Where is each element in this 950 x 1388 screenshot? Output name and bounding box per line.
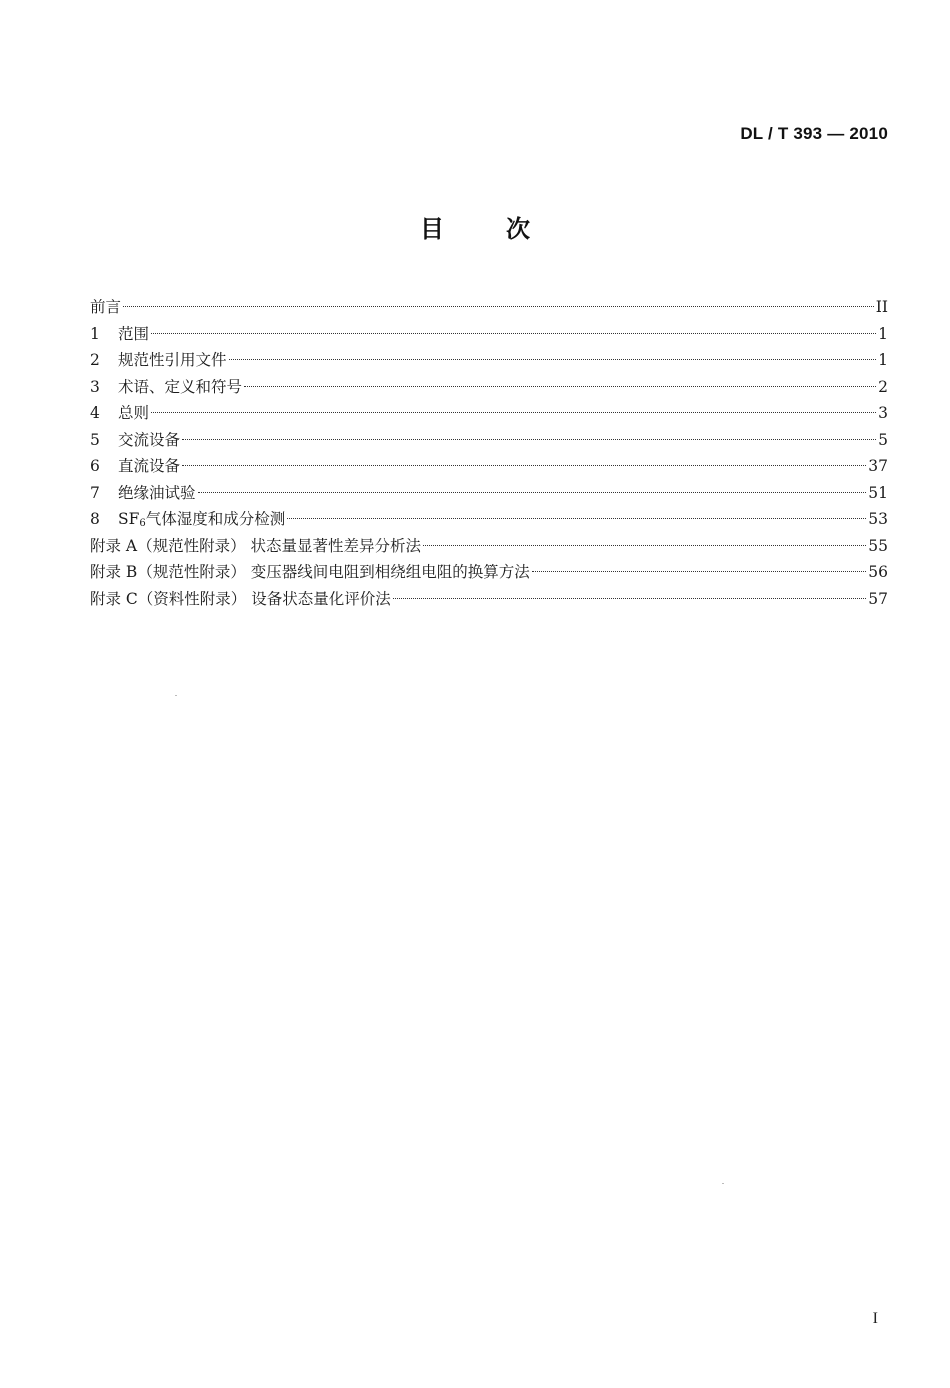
- toc-entry-appendix-a[interactable]: [90, 533, 888, 560]
- sf6-suffix: 气体湿度和成分检测: [145, 510, 286, 528]
- page-number: I: [872, 1310, 878, 1327]
- scan-speck: [722, 1183, 724, 1184]
- toc-entry-label: 前言: [90, 298, 122, 316]
- toc-entry-appendix-b[interactable]: [90, 559, 888, 586]
- toc-entry-label: 直流设备: [118, 457, 181, 475]
- toc-entry-label: [118, 506, 285, 533]
- toc-leader-dots: [229, 359, 877, 360]
- toc-entry-page: 55: [868, 536, 888, 555]
- toc-entry-number: 3: [90, 377, 100, 396]
- toc-leader-dots: [151, 412, 876, 413]
- toc-entry-number: 2: [90, 351, 100, 369]
- sf6-subscript: 6: [139, 518, 146, 529]
- toc-entry-number: 6: [90, 457, 100, 475]
- toc-entry-page: 1: [878, 324, 888, 343]
- toc-entry-foreword[interactable]: [90, 294, 888, 321]
- toc-entry-label: 总则: [118, 404, 150, 422]
- title-char-2: 次: [506, 215, 530, 243]
- toc-entry-6[interactable]: [90, 453, 888, 480]
- toc-entry-page: II: [875, 298, 888, 316]
- toc-entry-label: 附录 C（资料性附录） 设备状态量化评价法: [90, 589, 391, 608]
- sf6-prefix: SF: [118, 510, 140, 528]
- toc-entry-number: 4: [90, 404, 100, 422]
- toc-entry-1[interactable]: [90, 321, 888, 348]
- toc-entry-4[interactable]: [90, 400, 888, 427]
- toc-entry-label: 术语、定义和符号: [118, 377, 243, 396]
- scan-speck: [175, 695, 177, 696]
- toc-entry-3[interactable]: [90, 374, 888, 401]
- toc-entry-page: 5: [878, 430, 888, 449]
- toc-leader-dots: [198, 492, 867, 493]
- toc-entry-8[interactable]: [90, 506, 888, 533]
- toc-entry-page: 1: [878, 351, 888, 369]
- toc-entry-page: 3: [878, 404, 888, 422]
- table-of-contents: [90, 294, 888, 612]
- toc-leader-dots: [393, 598, 867, 599]
- toc-leader-dots: [423, 545, 866, 546]
- toc-entry-2[interactable]: [90, 347, 888, 374]
- toc-entry-page: 37: [868, 457, 888, 475]
- toc-entry-number: 1: [90, 324, 100, 343]
- toc-entry-label: 附录 B（规范性附录） 变压器线间电阻到相绕组电阻的换算方法: [90, 563, 530, 581]
- toc-entry-label: 范围: [118, 324, 150, 343]
- toc-entry-page: 53: [868, 510, 888, 528]
- toc-entry-number: 5: [90, 430, 100, 449]
- page-title: [0, 209, 950, 244]
- toc-leader-dots: [244, 386, 876, 387]
- toc-entry-number: 7: [90, 483, 100, 502]
- toc-entry-page: 2: [878, 377, 888, 396]
- toc-leader-dots: [123, 306, 874, 307]
- toc-entry-label: 规范性引用文件: [118, 351, 227, 369]
- toc-entry-7[interactable]: [90, 480, 888, 507]
- toc-entry-page: 51: [868, 483, 888, 502]
- toc-leader-dots: [287, 518, 866, 519]
- toc-entry-label: 绝缘油试验: [118, 483, 196, 502]
- toc-entry-page: 57: [868, 589, 888, 608]
- toc-entry-5[interactable]: [90, 427, 888, 454]
- toc-entry-label: 附录 A（规范性附录） 状态量显著性差异分析法: [90, 536, 422, 555]
- standard-code: DL / T 393 — 2010: [740, 124, 888, 143]
- toc-entry-appendix-c[interactable]: [90, 586, 888, 613]
- toc-leader-dots: [151, 333, 876, 334]
- toc-entry-label: 交流设备: [118, 430, 181, 449]
- toc-entry-number: 8: [90, 510, 100, 528]
- toc-entry-page: 56: [868, 563, 888, 581]
- title-char-1: 目: [420, 215, 444, 243]
- toc-leader-dots: [182, 439, 876, 440]
- toc-leader-dots: [532, 571, 867, 572]
- toc-leader-dots: [182, 465, 866, 466]
